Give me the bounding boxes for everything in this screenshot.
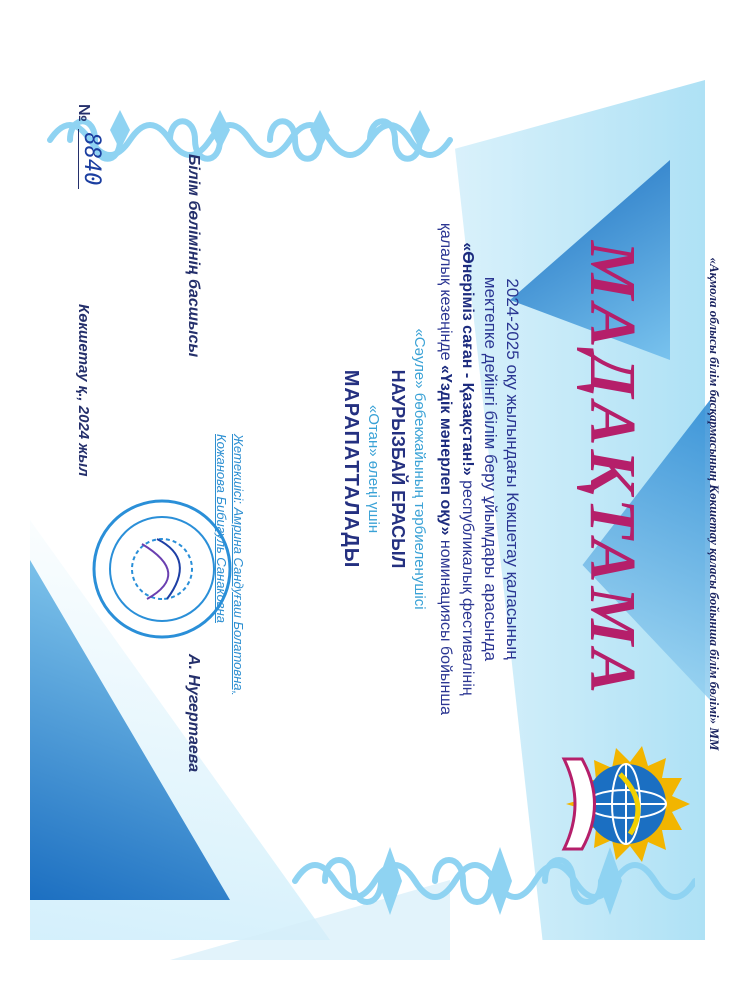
number-label: № xyxy=(75,104,92,122)
body-line-4-rest: номинациясы бойынша xyxy=(437,535,454,716)
teacher-line-1: Жетекшісі: Амрина Сандуғаш Болатовна, xyxy=(231,434,246,695)
certificate-title: МАДАҚТАМА xyxy=(576,240,649,698)
head-name: А. Нугертаева xyxy=(185,654,202,773)
nomination-name: «Үздік мәнерлеп оқу» xyxy=(437,365,454,536)
body-line-4-start: қалалық кезеңінде xyxy=(437,222,454,366)
body-line-5: «Сәуле» бөбекжайының тәрбиеленушісі xyxy=(411,328,428,610)
awarded-text: МАРАПАТТАЛАДЫ xyxy=(340,369,362,569)
head-title: Білім бөлімінің басшысы xyxy=(185,154,202,358)
certificate-content xyxy=(0,54,732,954)
body-line-2: мектепке дейінгі білім беру ұйымдары арасында xyxy=(481,276,500,662)
poem-line: «Отан» өлеңі үшін xyxy=(365,404,382,534)
recipient-name: НАУРЫЗБАЙ ЕРАСЫЛ xyxy=(388,369,408,569)
body-line-3-rest: республикалық фестивалінің xyxy=(459,475,476,696)
festival-name: «Өнеріміз саған - Қазақстан!» xyxy=(459,242,476,476)
certificate-number: 8840 xyxy=(78,129,104,189)
organization-header: «Ақмола облысы білім басқармасының Көкшетау қаласы бойынша білім бөлімі» ММ xyxy=(707,257,722,751)
body-line-3 xyxy=(458,54,476,884)
official-stamp-icon xyxy=(87,494,237,644)
teacher-line-2: Кожанова Бибигуль Санаковна xyxy=(214,434,229,623)
body-line-1: 2024-2025 оқу жылындағы Көкшетау қаласының xyxy=(503,278,522,660)
city-date: Көкшетау қ., 2024 жыл xyxy=(75,304,92,477)
body-line-4 xyxy=(436,54,454,884)
